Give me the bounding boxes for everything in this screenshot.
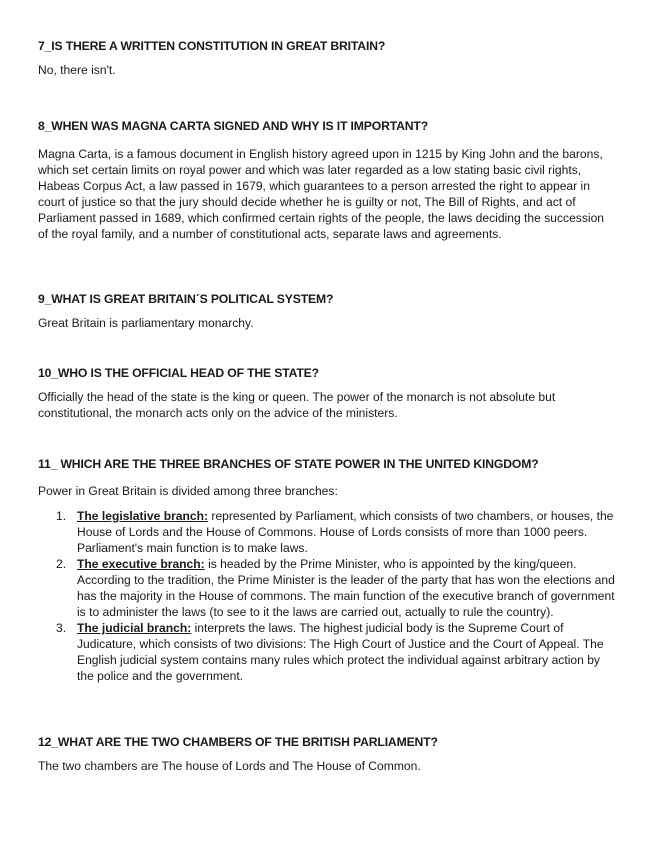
list-item-number: 3.	[56, 621, 67, 635]
branches-list	[38, 508, 618, 684]
list-item-text: represented by Parliament, which consists of two chambers, or houses, the House of Lords and the House of Commons. House of Lords consists of more than 1000 peers. Parliament's main function is to make laws.	[77, 509, 614, 555]
question-10-heading: 10_WHO IS THE OFFICIAL HEAD OF THE STATE?	[38, 366, 319, 380]
answer-11-intro: Power in Great Britain is divided among three branches:	[38, 484, 338, 498]
list-item-term: The legislative branch:	[77, 509, 209, 523]
list-item-text: interprets the laws. The highest judicial body is the Supreme Court of Judicature, which consists of two divisions: The High Court of Justice and the Court of Appeal. The English judicial system contains many rules which protect the individual against arbitrary action by the police and the government.	[77, 621, 604, 683]
question-8-heading: 8_WHEN WAS MAGNA CARTA SIGNED AND WHY IS IT IMPORTANT?	[38, 119, 429, 133]
answer-7-text: No, there isn't.	[38, 63, 116, 77]
list-item-number: 1.	[56, 509, 67, 523]
question-9-heading: 9_WHAT IS GREAT BRITAIN´S POLITICAL SYSTEM?	[38, 292, 334, 306]
list-item-term: The judicial branch:	[77, 621, 192, 635]
answer-12-text: The two chambers are The house of Lords and The House of Common.	[38, 759, 421, 773]
list-item-number: 2.	[56, 557, 67, 571]
question-12-heading: 12_WHAT ARE THE TWO CHAMBERS OF THE BRITISH PARLIAMENT?	[38, 735, 438, 749]
list-item	[38, 508, 618, 556]
list-item-text: is headed by the Prime Minister, who is appointed by the king/queen. According to the tradition, the Prime Minister is the leader of the party that has won the elections and has the majority in the House of commons. The main function of the executive branch of government is to administer the laws (to see to it the laws are carried out, actually to rule the country).	[77, 557, 615, 619]
list-item	[38, 620, 618, 684]
question-11-heading: 11_ WHICH ARE THE THREE BRANCHES OF STATE POWER IN THE UNITED KINGDOM?	[38, 457, 539, 471]
answer-8-text: Magna Carta, is a famous document in English history agreed upon in 1215 by King John and the barons, which set certain limits on royal power and which was later regarded as a low stating basic civil rights, Habeas Corpus Act, a law passed in 1679, which guarantees to a person arrested the right to appear in court of justice so that the jury should decide whether he is guilty or not, The Bill of Rights, and act of Parliament passed in 1689, which confirmed certain rights of the people, the laws deciding the succession of the royal family, and a number of constitutional acts, separate laws and agreements.	[38, 147, 605, 241]
answer-9-text: Great Britain is parliamentary monarchy.	[38, 316, 254, 330]
answer-10-text: Officially the head of the state is the king or queen. The power of the monarch is not absolute but constitutional, the monarch acts only on the advice of the ministers.	[38, 390, 556, 420]
list-item-term: The executive branch:	[77, 557, 205, 571]
question-7-heading: 7_IS THERE A WRITTEN CONSTITUTION IN GREAT BRITAIN?	[38, 39, 386, 53]
list-item	[38, 556, 618, 620]
